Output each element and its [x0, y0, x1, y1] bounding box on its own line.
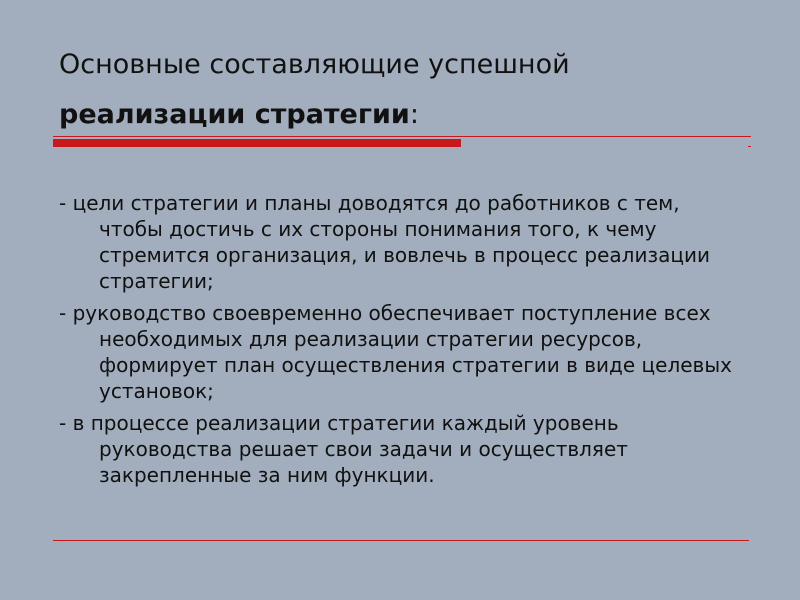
title-line-2	[59, 90, 749, 140]
title-suffix: :	[409, 99, 419, 130]
footer-divider	[53, 540, 749, 541]
bullet-point-2: - руководство своевременно обеспечивает поступление всех необходимых для реализации стратегии ресурсов, формирует план осуществления стратегии в виде целевых установок;	[59, 301, 732, 403]
title-line-1: Основные составляющие успешной	[59, 49, 570, 80]
bullet-point-1: - цели стратегии и планы доводятся до работников с тем, чтобы достичь с их стороны понимания того, к чему стремится организация, и вовлечь в процесс реализации стратегии;	[59, 191, 710, 293]
bullet-point-3: - в процессе реализации стратегии каждый уровень руководства решает свои задачи и осуществляет закрепленные за ним функции.	[59, 411, 628, 487]
slide-title	[59, 40, 749, 140]
title-divider-thick	[53, 139, 461, 147]
title-divider-mark	[748, 146, 751, 147]
title-bold-part: реализации стратегии	[59, 99, 410, 130]
slide-body	[59, 190, 739, 494]
title-divider-thin	[53, 136, 751, 137]
